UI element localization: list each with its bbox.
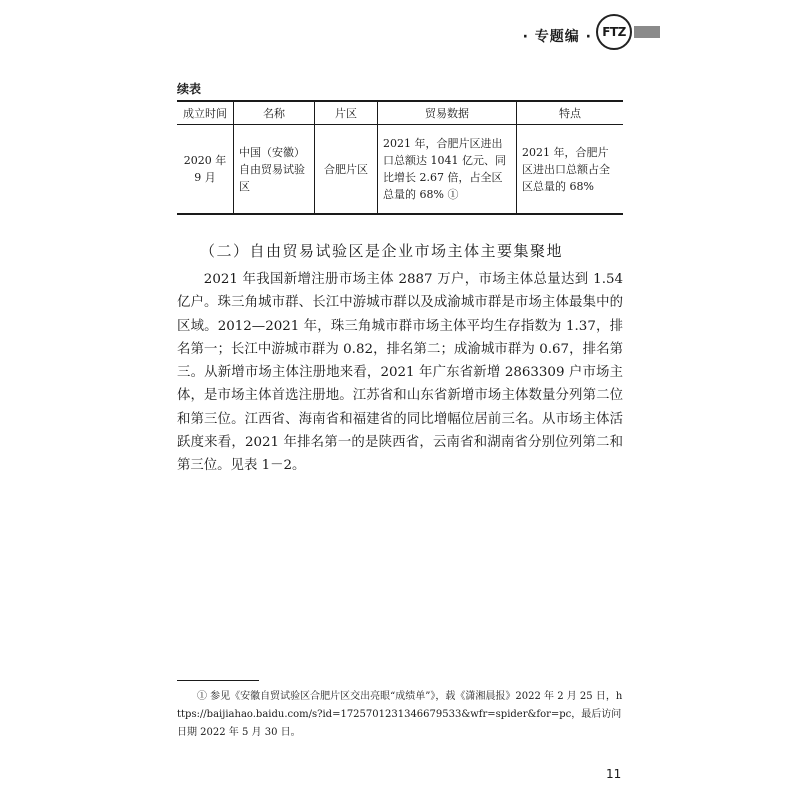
running-header: · 专题编 · xyxy=(522,29,592,45)
ftz-logo xyxy=(596,14,632,50)
table-continuation-label: 续表 xyxy=(177,82,202,96)
cell-name: 中国（安徽）自由贸易试验区 xyxy=(234,125,315,215)
column-header-name: 名称 xyxy=(234,101,315,125)
cell-trade: 2021 年，合肥片区进出口总额达 1041 亿元、同比增长 2.67 倍，占全区总量的 68% ① xyxy=(378,125,517,215)
column-header-date: 成立时间 xyxy=(177,101,234,125)
logo-text: FTZ xyxy=(602,25,626,39)
body-paragraph: 2021 年我国新增注册市场主体 2887 万户，市场主体总量达到 1.54 亿户。珠三角城市群、长江中游城市群以及成渝城市群是市场主体最集中的区域。2012—2021 年，珠三角城市群市场主体平均生存指数为 1.37，排名第一；长江中游城市群为 0.82，排名第二；成渝城市群为 0.67，排名第三。从新增市场主体注册地来看，2021 年广东省新增 2863309 户市场主体，是市场主体首选注册地。江苏省和山东省新增市场主体数量分列第二位和第三位。江西省、海南省和福建省的同比增幅位居前三名。从市场主体活跃度来看，2021 年排名第一的是陕西省，云南省和湖南省分别位列第二和第三位。见表 1－2。 xyxy=(177,272,623,474)
footnote: ① 参见《安徽自贸试验区合肥片区交出亮眼“成绩单”》，载《潇湘晨报》2022 年 2 月 25 日，https://baijiahao.baidu.com/s?id=1725701231346679533&wfr=spider&for=pc，最后访问日期 2022 年 5 月 30 日。 xyxy=(177,691,623,738)
column-header-area: 片区 xyxy=(315,101,378,125)
section-heading: （二）自由贸易试验区是企业市场主体主要集聚地 xyxy=(200,242,564,260)
cell-area: 合肥片区 xyxy=(315,125,378,215)
table-row xyxy=(177,125,623,215)
table-header-row xyxy=(177,101,623,125)
page-number: 11 xyxy=(606,767,622,781)
cell-feature: 2021 年，合肥片区进出口总额占全区总量的 68% xyxy=(517,125,624,215)
header-decoration-bar xyxy=(634,26,660,38)
column-header-feature: 特点 xyxy=(517,101,624,125)
column-header-trade: 贸易数据 xyxy=(378,101,517,125)
ftz-table xyxy=(177,100,623,215)
footnote-divider xyxy=(177,680,259,681)
cell-date: 2020 年 9 月 xyxy=(177,125,234,215)
